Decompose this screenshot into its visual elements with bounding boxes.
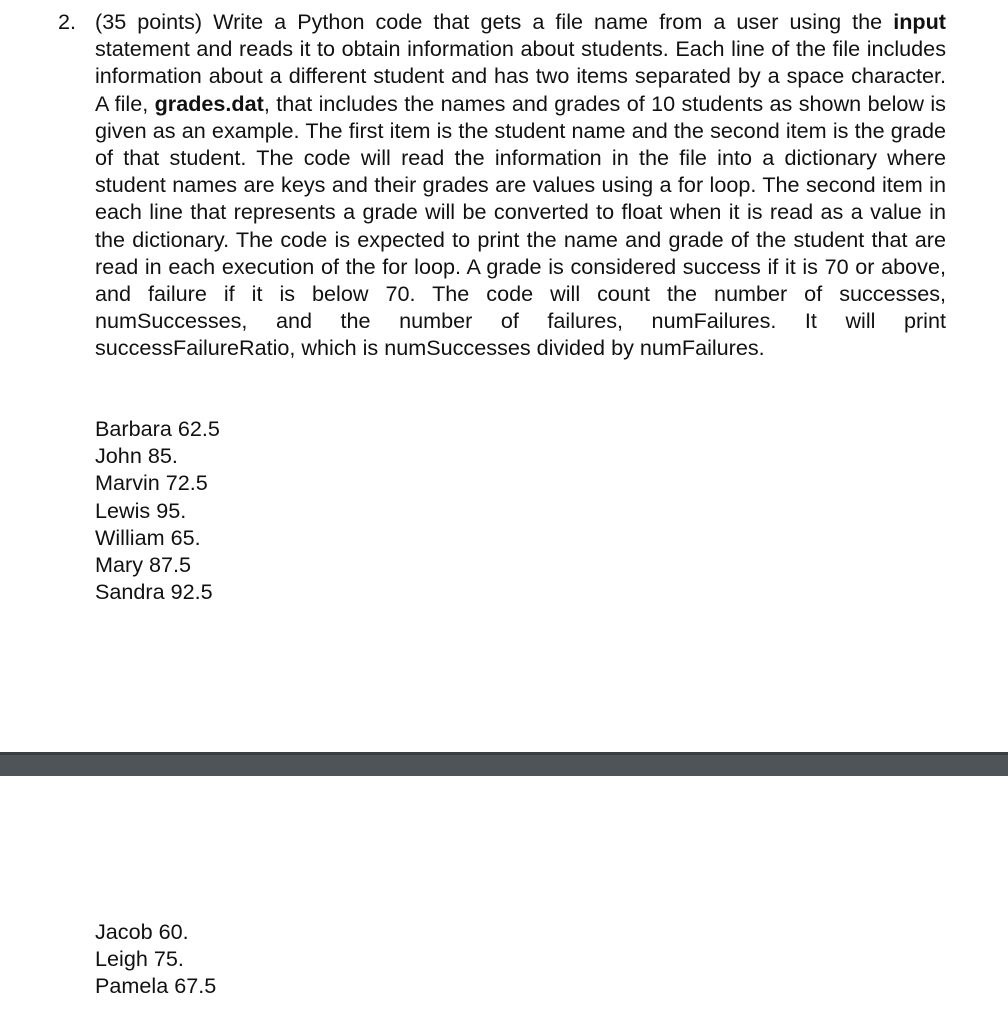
list-item: Barbara 62.5 xyxy=(95,416,220,441)
list-item: Lewis 95. xyxy=(95,497,187,523)
question-text xyxy=(95,8,946,362)
page-separator xyxy=(0,752,1008,776)
filename-grades-dat: grades.dat xyxy=(154,90,264,116)
list-item: Mary 87.5 xyxy=(95,552,192,578)
question-text-part-3: , that includes the names and grades of 10 students as shown below is given as an example. The first item is the student name and the second item is the grade of that student. The code will read the information in the file into a dictionary where student names are keys and their grades are values using a for loop. The second item in each line that represents a grade will be converted to float when it is read as a value in the dictionary. The code is expected to print the name and grade of the student that are read in each execution of the for loop. A grade is considered success if it is 70 or above, and failure if it is below 70. The code will count the number of successes, numSuccesses, and the number of failures, numFailures. It will print successFailureRatio, which is numSuccesses divided by numFailures. xyxy=(95,90,946,361)
question-number: 2. xyxy=(58,9,77,34)
grades-list-page-1 xyxy=(95,415,220,605)
question-text-part-2: statement and reads it to obtain information about students. Each line of the file includes information about a different student and has two items separated by a space character. A file, xyxy=(95,36,946,116)
document-page-2 xyxy=(0,776,1008,1024)
keyword-input: input xyxy=(893,9,946,34)
list-item: John 85. xyxy=(95,443,178,469)
list-item: Jacob 60. xyxy=(95,919,189,944)
list-item: Pamela 67.5 xyxy=(95,973,217,999)
grades-list-page-2 xyxy=(95,918,216,1000)
list-item: Leigh 75. xyxy=(95,946,184,972)
list-item: Marvin 72.5 xyxy=(95,470,208,496)
question-text-part-1: (35 points) Write a Python code that gets a file name from a user using the xyxy=(95,9,894,34)
list-item: William 65. xyxy=(95,524,201,550)
list-item: Sandra 92.5 xyxy=(95,579,213,605)
